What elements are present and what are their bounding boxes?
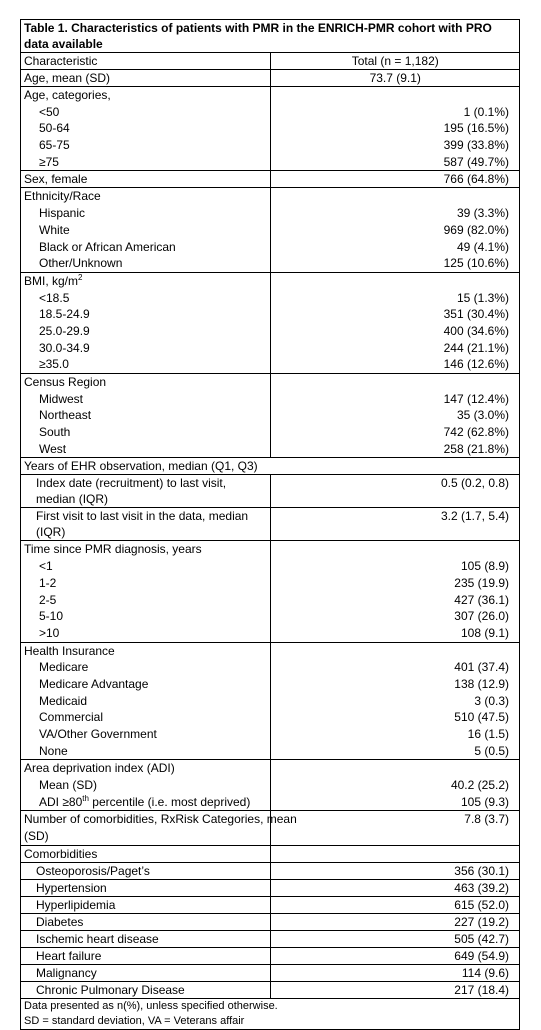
section-labels: [21, 374, 271, 458]
row-value: 147 (12.4%): [443, 391, 509, 406]
row-value: 1 (0.1%): [463, 104, 509, 119]
row-label: Medicare Advantage: [39, 676, 149, 691]
adi-label-post: percentile (i.e. most deprived): [88, 794, 251, 809]
row-value: 649 (54.9): [270, 947, 520, 964]
row-value: 258 (21.8%): [443, 441, 509, 456]
section-heading: [24, 273, 268, 290]
table-title-row: [21, 20, 520, 53]
row-label: South: [39, 425, 71, 440]
row-value: 463 (39.2): [270, 879, 520, 896]
row-label: >10: [39, 625, 60, 640]
characteristics-table: [20, 19, 520, 1030]
section-heading: Census Region: [24, 375, 107, 389]
empty-cell: [270, 845, 520, 862]
row-value: 587 (49.7%): [443, 154, 509, 169]
row-label: Hyperlipidemia: [21, 896, 271, 913]
row-label: None: [39, 743, 68, 758]
row-label: 5-10: [39, 609, 64, 624]
row-value: 505 (42.7): [270, 930, 520, 947]
row-value: 39 (3.3%): [456, 206, 509, 221]
table-row: [21, 70, 520, 87]
row-value: 40.2 (25.2): [450, 778, 509, 793]
footnote: Data presented as n(%), unless specified otherwise.: [24, 999, 278, 1012]
row-label: Commercial: [39, 710, 104, 725]
row-value: 16 (1.5): [467, 727, 509, 741]
row-label: Chronic Pulmonary Disease: [21, 981, 271, 998]
header-characteristic: Characteristic: [21, 53, 271, 70]
spacer: [274, 643, 518, 660]
row-value: 510 (47.5): [454, 710, 509, 725]
row-value: 146 (12.6%): [443, 357, 509, 372]
ehr-heading: Years of EHR observation, median (Q1, Q3): [21, 458, 520, 475]
table-row: [21, 862, 520, 879]
row-label: 50-64: [39, 121, 70, 136]
row-value: 125 (10.6%): [443, 256, 509, 271]
row-label: Northeast: [39, 408, 92, 423]
ehr-row-value: 0.5 (0.2, 0.8): [270, 475, 520, 508]
spacer: [274, 760, 518, 777]
age-categories-section: [21, 87, 520, 171]
row-value: 399 (33.8%): [443, 138, 509, 153]
table-row: [21, 981, 520, 998]
row-value: 5 (0.5): [474, 743, 509, 758]
section-values: [270, 188, 520, 272]
section-heading: Health Insurance: [24, 643, 115, 658]
bmi-section: [21, 272, 520, 373]
row-label: <18.5: [39, 290, 70, 305]
table-row: [21, 964, 520, 981]
row-value: 351 (30.4%): [443, 307, 509, 322]
row-label: Hispanic: [39, 206, 86, 221]
adi-label-pre: ADI ≥80: [39, 794, 83, 809]
row-label: Medicare: [39, 660, 89, 675]
age-mean-label: Age, mean (SD): [21, 70, 271, 87]
row-label: Heart failure: [21, 947, 271, 964]
comorb-count-label: [21, 811, 297, 845]
table-row: [21, 930, 520, 947]
sex-label: Sex, female: [21, 171, 271, 188]
age-mean-value: 73.7 (9.1): [270, 70, 520, 87]
row-value: 356 (30.1): [270, 862, 520, 879]
spacer: [274, 87, 518, 104]
comorb-count-value-cell: [270, 811, 520, 845]
section-labels: [21, 541, 271, 642]
section-values: [270, 374, 520, 458]
row-value: 108 (9.1): [460, 625, 509, 640]
section-labels: [21, 272, 271, 373]
sex-value: 766 (64.8%): [270, 171, 520, 188]
table-row: [21, 811, 520, 845]
row-label: ≥75: [39, 154, 59, 169]
header-total: Total (n = 1,182): [270, 53, 520, 70]
section-heading: Ethnicity/Race: [24, 189, 101, 204]
comorb-count-line1: Number of comorbidities, RxRisk Categories, mean: [24, 812, 297, 827]
row-value: 400 (34.6%): [443, 323, 509, 338]
row-label: VA/Other Government: [39, 727, 157, 741]
row-label: Other/Unknown: [39, 256, 123, 271]
comorb-count-value: 7.8 (3.7): [464, 812, 509, 827]
row-value: 49 (4.1%): [456, 239, 509, 254]
insurance-section: [21, 642, 520, 760]
row-label: ≥35.0: [39, 357, 69, 372]
row-label: West: [39, 441, 67, 456]
table-title: Table 1. Characteristics of patients with PMR in the ENRICH-PMR cohort with PRO data available: [21, 20, 520, 53]
row-label: 2-5: [39, 592, 57, 607]
row-value: 3 (0.3): [474, 693, 509, 708]
footnotes: [21, 998, 520, 1029]
row-label: 18.5-24.9: [39, 307, 90, 322]
footnote-row: [21, 998, 520, 1029]
row-label: Ischemic heart disease: [21, 930, 271, 947]
row-label: Medicaid: [39, 693, 88, 708]
row-label: Osteoporosis/Paget’s: [21, 862, 271, 879]
row-value: 15 (1.3%): [456, 290, 509, 305]
table-row: [21, 913, 520, 930]
header-row: [21, 53, 520, 70]
row-value: 235 (19.9): [454, 575, 509, 590]
row-value: 35 (3.0%): [456, 408, 509, 423]
table-row: [21, 475, 520, 508]
row-value: 217 (18.4): [270, 981, 520, 998]
table-row: [21, 879, 520, 896]
row-value: 105 (8.9): [460, 559, 509, 574]
section-labels: [21, 760, 271, 811]
row-value: 227 (19.2): [270, 913, 520, 930]
row-label: 25.0-29.9: [39, 323, 90, 338]
section-values: [270, 87, 520, 171]
spacer: [274, 188, 518, 205]
table-row: [21, 508, 520, 541]
row-label: Midwest: [39, 391, 84, 406]
row-value: 969 (82.0%): [443, 222, 509, 237]
footnote: SD = standard deviation, VA = Veterans affair: [24, 1014, 245, 1027]
row-label: [24, 794, 268, 811]
row-value: 244 (21.1%): [443, 340, 509, 355]
ethnicity-section: [21, 188, 520, 272]
spacer: [274, 273, 518, 290]
row-value: 195 (16.5%): [443, 121, 509, 136]
section-labels: [21, 87, 271, 171]
ehr-row-label: Index date (recruitment) to last visit, median (IQR): [21, 475, 271, 508]
section-values: [270, 642, 520, 760]
row-label: <1: [39, 559, 53, 574]
table-row: [21, 458, 520, 475]
section-values: [270, 760, 520, 811]
row-label: White: [39, 222, 70, 237]
row-value: 427 (36.1): [454, 592, 509, 607]
table-row: [21, 845, 520, 862]
bmi-heading-text: BMI, kg/m: [24, 273, 79, 288]
row-label: Hypertension: [21, 879, 271, 896]
section-labels: [21, 188, 271, 272]
time-since-section: [21, 541, 520, 642]
section-heading: Time since PMR diagnosis, years: [24, 542, 202, 557]
comorb-count-line2: (SD): [24, 829, 49, 844]
table-row: [21, 171, 520, 188]
adi-section: [21, 760, 520, 811]
row-value: 138 (12.9): [454, 676, 509, 691]
section-heading: Age, categories,: [24, 88, 111, 102]
ehr-row-label: First visit to last visit in the data, median (IQR): [21, 508, 271, 541]
adi-label-sup: th: [82, 793, 89, 803]
row-label: 30.0-34.9: [39, 340, 90, 355]
row-value: 307 (26.0): [454, 609, 509, 624]
table-row: [21, 947, 520, 964]
row-value: 114 (9.6): [270, 964, 520, 981]
bmi-heading-sup: 2: [78, 272, 83, 282]
table-row: [21, 896, 520, 913]
row-label: Diabetes: [21, 913, 271, 930]
section-heading: Area deprivation index (ADI): [24, 761, 175, 776]
spacer: [274, 541, 518, 558]
row-label: Black or African American: [39, 239, 176, 254]
spacer: [274, 374, 518, 391]
row-label: <50: [39, 104, 60, 119]
census-section: [21, 374, 520, 458]
row-value: 615 (52.0): [270, 896, 520, 913]
row-label: Malignancy: [21, 964, 271, 981]
row-value: 742 (62.8%): [443, 425, 509, 440]
comorbidities-heading: Comorbidities: [21, 845, 271, 862]
row-label: 1-2: [39, 575, 57, 590]
row-label: 65-75: [39, 138, 70, 153]
section-values: [270, 541, 520, 642]
ehr-row-value: 3.2 (1.7, 5.4): [270, 508, 520, 541]
row-value: 401 (37.4): [454, 660, 509, 675]
section-labels: [21, 642, 271, 760]
row-label: Mean (SD): [39, 778, 98, 793]
section-values: [270, 272, 520, 373]
row-value: 105 (9.3): [460, 794, 509, 809]
